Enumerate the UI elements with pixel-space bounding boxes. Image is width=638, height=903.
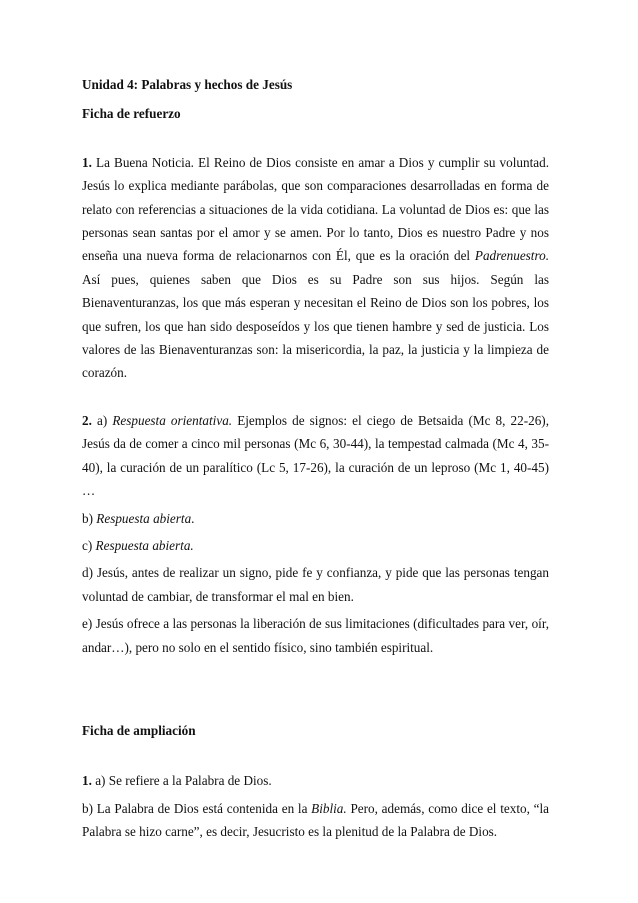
sub-label: a) xyxy=(91,412,113,428)
answer-text: b) La Palabra de Dios está contenida en la xyxy=(82,800,312,816)
answer-italic: Biblia. xyxy=(311,800,347,816)
document-body xyxy=(82,73,549,844)
answer-text: a) Se refiere a la Palabra de Dios. xyxy=(91,773,272,789)
refuerzo-answer-2a xyxy=(82,409,549,503)
sub-label: c) xyxy=(82,537,96,553)
sub-label: b) xyxy=(82,510,97,526)
ampliacion-answer-1a xyxy=(82,769,549,792)
refuerzo-answer-2b xyxy=(82,507,549,530)
answer-text: Ejemplos de signos: el ciego de Betsaida (Mc 8, 22-26), Jesús da de comer a cinco mil personas (Mc 6, 30-44), la tempestad calmada (Mc 4, 35-40), la curación de un paralítico (Lc 5, 17-26), la curación de un leproso (Mc 1, 40-45) … xyxy=(82,412,549,499)
answer-number: 1. xyxy=(82,154,92,170)
refuerzo-answer-1 xyxy=(82,151,549,385)
ampliacion-heading: Ficha de ampliación xyxy=(82,722,196,738)
answer-italic: Respuesta orientativa. xyxy=(112,412,233,428)
answer-text-continued: Así pues, quienes saben que Dios es su Padre son sus hijos. Según las Bienaventuranzas, los que más esperan y necesitan el Reino de Dios son los pobres, los que sufren, los que han sido desposeídos y los que tienen hambre y sed de justicia. Los valores de las Bienaventuranzas son: la misericordia, la paz, la justicia y la limpieza de corazón. xyxy=(82,271,549,381)
answer-text-continued: Pero, además, como dice el texto, “la Palabra se hizo carne”, es decir, Jesucristo es la plenitud de la Palabra de Dios. xyxy=(82,800,549,840)
answer-italic: Respuesta abierta. xyxy=(95,537,194,553)
refuerzo-answer-2e: e) Jesús ofrece a las personas la liberación de sus limitaciones (dificultades para ver, oír, andar…), pero no solo en el sentido físico, sino también espiritual. xyxy=(82,616,549,655)
answer-italic: Padrenuestro. xyxy=(474,248,549,264)
answer-italic: Respuesta abierta xyxy=(96,510,192,526)
answer-number: 2. xyxy=(82,412,92,428)
answer-number: 1. xyxy=(82,773,92,789)
refuerzo-answer-2c xyxy=(82,534,549,557)
refuerzo-heading: Ficha de refuerzo xyxy=(82,106,181,122)
ampliacion-answer-1b xyxy=(82,797,549,844)
answer-punct: . xyxy=(191,510,195,526)
unit-title: Unidad 4: Palabras y hechos de Jesús xyxy=(82,77,293,92)
refuerzo-answer-2d: d) Jesús, antes de realizar un signo, pide fe y confianza, y pide que las personas tengan voluntad de cambiar, de transformar el mal en bien. xyxy=(82,565,549,604)
answer-text: La Buena Noticia. El Reino de Dios consiste en amar a Dios y cumplir su voluntad. Jesús lo explica mediante parábolas, que son comparaciones desarrolladas en forma de relato con referencias a situaciones de la vida cotidiana. La voluntad de Dios es: que las personas sean santas por el amor y se amen. Por lo tanto, Dios es nuestro Padre y nos enseña una nueva forma de relacionarnos con Él, que es la oración del xyxy=(82,154,549,264)
